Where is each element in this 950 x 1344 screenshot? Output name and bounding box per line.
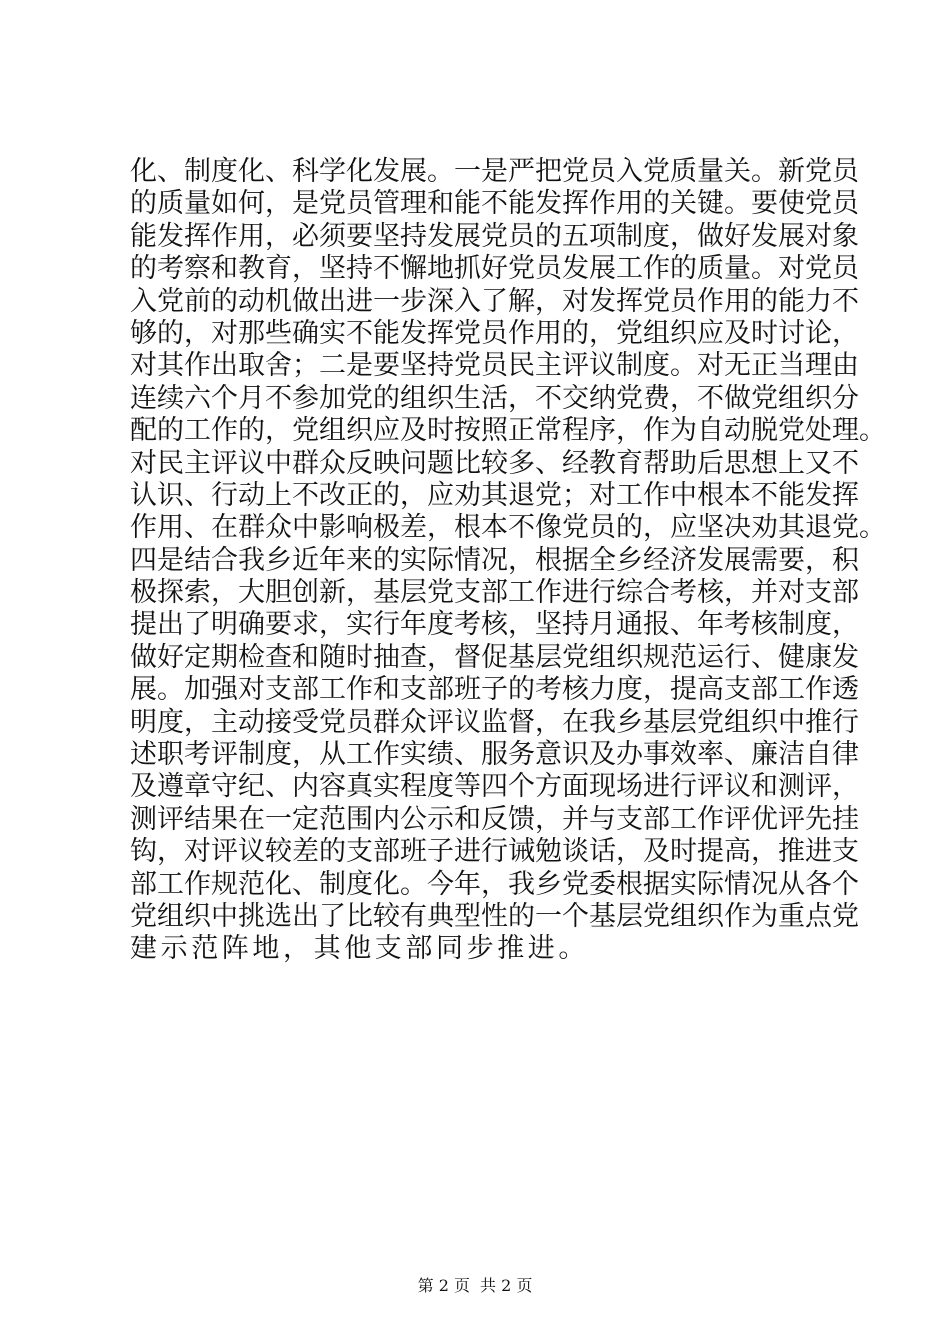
text-line: 能发挥作用，必须要坚持发展党员的五项制度，做好发展对象	[130, 220, 859, 252]
text-line: 够的，对那些确实不能发挥党员作用的，党组织应及时讨论，	[130, 317, 859, 349]
text-line: 极探索，大胆创新，基层党支部工作进行综合考核，并对支部	[130, 577, 859, 609]
page-number: 第 2 页	[417, 1276, 470, 1295]
text-line: 对民主评议中群众反映问题比较多、经教育帮助后思想上又不	[130, 447, 859, 479]
text-line: 对其作出取舍；二是要坚持党员民主评议制度。对无正当理由	[130, 350, 859, 382]
text-line: 四是结合我乡近年来的实际情况，根据全乡经济发展需要，积	[130, 544, 859, 576]
text-line: 的质量如何，是党员管理和能不能发挥作用的关键。要使党员	[130, 188, 859, 220]
text-line: 述职考评制度，从工作实绩、服务意识及办事效率、廉洁自律	[130, 739, 859, 771]
text-line: 认识、行动上不改正的，应劝其退党；对工作中根本不能发挥	[130, 479, 859, 511]
text-line: 展。加强对支部工作和支部班子的考核力度，提高支部工作透	[130, 674, 859, 706]
text-line: 提出了明确要求，实行年度考核，坚持月通报、年考核制度，	[130, 609, 859, 641]
text-line: 及遵章守纪、内容真实程度等四个方面现场进行评议和测评，	[130, 771, 859, 803]
text-line: 做好定期检查和随时抽查，督促基层党组织规范运行、健康发	[130, 641, 859, 673]
text-line: 连续六个月不参加党的组织生活，不交纳党费，不做党组织分	[130, 382, 859, 414]
text-line: 党组织中挑选出了比较有典型性的一个基层党组织作为重点党	[130, 900, 859, 932]
text-line: 配的工作的，党组织应及时按照正常程序，作为自动脱党处理。	[130, 415, 886, 447]
page-total: 共 2 页	[480, 1276, 533, 1295]
text-line: 钩，对评议较差的支部班子进行诫勉谈话，及时提高，推进支	[130, 836, 859, 868]
text-line: 化、制度化、科学化发展。一是严把党员入党质量关。新党员	[130, 156, 859, 187]
text-line: 作用、在群众中影响极差，根本不像党员的，应坚决劝其退党。	[130, 512, 886, 544]
text-line: 建示范阵地，其他支部同步推进。	[130, 933, 589, 965]
body-paragraph	[130, 156, 886, 966]
text-line: 的考察和教育，坚持不懈地抓好党员发展工作的质量。对党员	[130, 253, 859, 285]
text-line: 测评结果在一定范围内公示和反馈，并与支部工作评优评先挂	[130, 803, 859, 835]
text-line: 部工作规范化、制度化。今年，我乡党委根据实际情况从各个	[130, 868, 859, 900]
text-line: 入党前的动机做出进一步深入了解，对发挥党员作用的能力不	[130, 285, 859, 317]
page-footer	[0, 1276, 950, 1296]
text-line: 明度，主动接受党员群众评议监督，在我乡基层党组织中推行	[130, 706, 859, 738]
